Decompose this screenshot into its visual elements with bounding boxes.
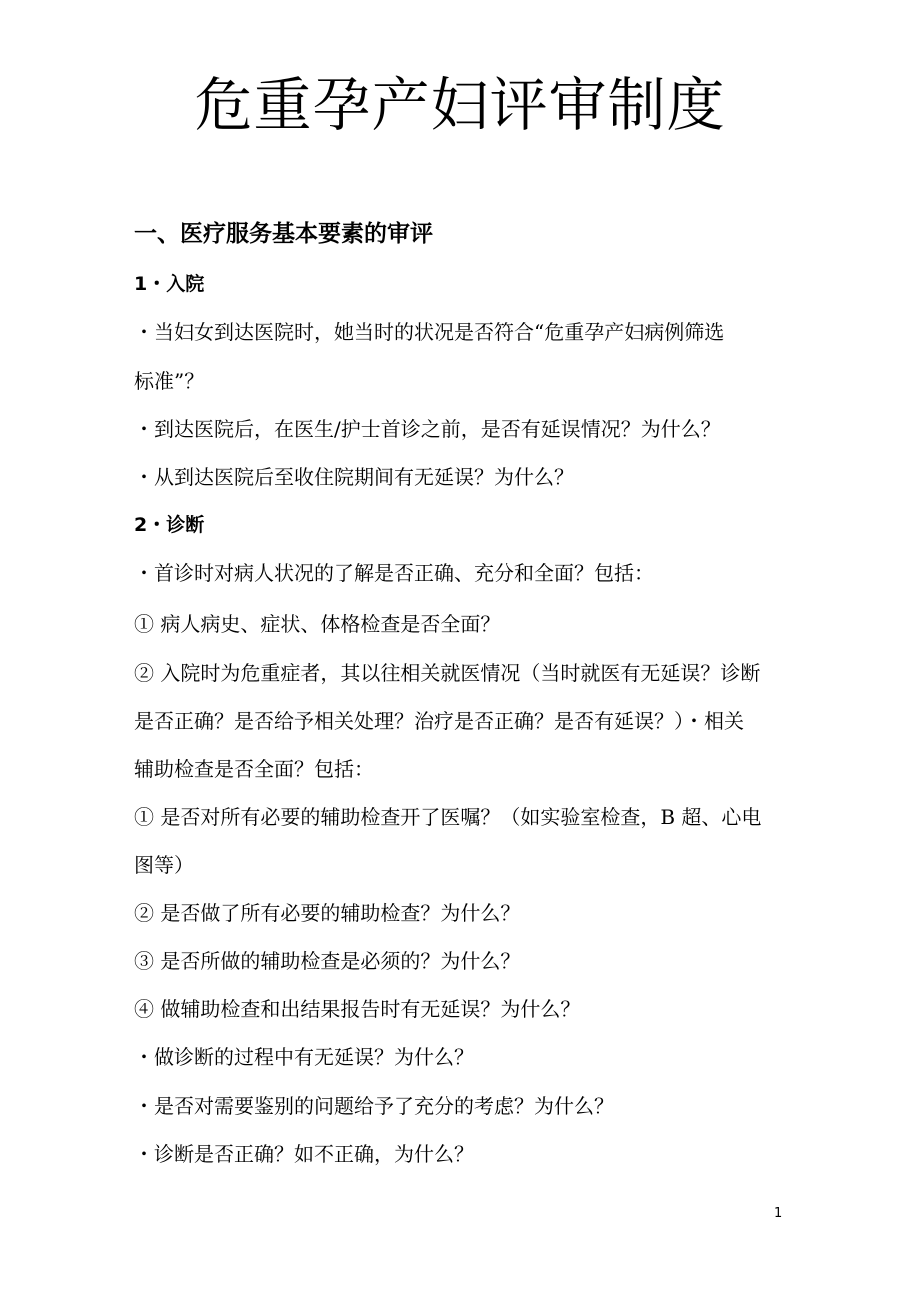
item-heading-diagnosis: 2・诊断	[134, 514, 205, 536]
paragraph-line: 辅助检查是否全面？包括：	[134, 757, 374, 781]
paragraph-line: ・诊断是否正确？如不正确，为什么？	[134, 1142, 474, 1166]
section-heading: 一、医疗服务基本要素的审评	[134, 221, 433, 247]
paragraph-line: 标准”？	[134, 369, 205, 393]
paragraph-line: ・首诊时对病人状况的了解是否正确、充分和全面？包括：	[134, 561, 654, 585]
paragraph-line: ② 是否做了所有必要的辅助检查？为什么？	[134, 901, 521, 925]
item-heading-admission: 1・入院	[134, 273, 205, 295]
paragraph-line: ・从到达医院后至收住院期间有无延误？为什么？	[134, 465, 574, 489]
paragraph-line: 是否正确？是否给予相关处理？治疗是否正确？是否有延误？）・相关	[134, 709, 744, 733]
document-title: 危重孕产妇评审制度	[194, 71, 726, 139]
paragraph-line: ② 入院时为危重症者，其以往相关就医情况（当时就医有无延误？诊断	[134, 661, 761, 685]
paragraph-line: ・到达医院后，在医生/护士首诊之前，是否有延误情况？为什么？	[134, 417, 721, 441]
paragraph-line: ③ 是否所做的辅助检查是必须的？为什么？	[134, 949, 521, 973]
paragraph-line: 图等）	[134, 853, 194, 877]
paragraph-line: ④ 做辅助检查和出结果报告时有无延误？为什么？	[134, 997, 581, 1021]
paragraph-line: ・是否对需要鉴别的问题给予了充分的考虑？为什么？	[134, 1094, 614, 1118]
paragraph-line: ① 是否对所有必要的辅助检查开了医嘱？（如实验室检查，B 超、心电	[134, 805, 762, 829]
paragraph-line: ・做诊断的过程中有无延误？为什么？	[134, 1045, 474, 1069]
paragraph-line: ・当妇女到达医院时，她当时的状况是否符合“危重孕产妇病例筛选	[134, 320, 725, 344]
paragraph-line: ① 病人病史、症状、体格检查是否全面？	[134, 612, 501, 636]
page-number: 1	[774, 1206, 783, 1221]
